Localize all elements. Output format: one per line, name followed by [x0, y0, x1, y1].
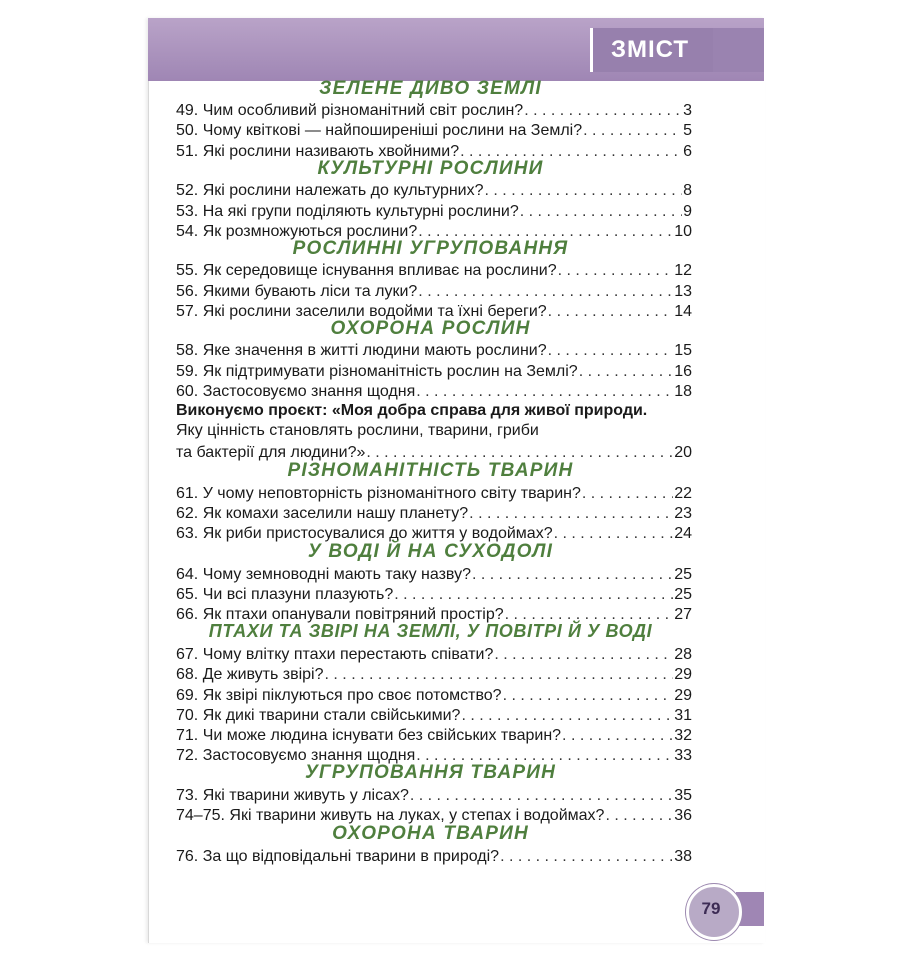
toc-entry[interactable]: 65. Чи всі плазуни плазують? . . . 25 — [176, 582, 692, 604]
toc-entry[interactable]: 62. Як комахи заселили нашу планету? . . . 23 — [176, 501, 692, 523]
page-number: 79 — [701, 899, 721, 918]
section-title: ПТАХИ ТА ЗВІРІ НА ЗЕМЛІ, У ПОВІТРІ Й У ВОДІ — [208, 621, 653, 641]
section-title: РОСЛИННІ УГРУПОВАННЯ — [292, 238, 569, 259]
toc-entry[interactable]: 66. Як птахи опанували повітряний простір? . . . 27 — [176, 602, 692, 624]
toc-entry[interactable]: 70. Як дикі тварини стали свійськими? . . . 31 — [176, 703, 692, 725]
toc-entry[interactable]: 71. Чи може людина існувати без свійських тварин? . . . 32 — [176, 723, 692, 745]
toc-entry[interactable]: 58. Яке значення в житті людини мають рослини? . . . 15 — [176, 338, 692, 360]
toc-entry[interactable]: 68. Де живуть звірі? . . . 29 — [176, 662, 692, 684]
toc-entry[interactable]: 53. На які групи поділяють культурні рослини? . . . 9 — [176, 199, 692, 221]
toc-entry[interactable]: 50. Чому квіткові — найпоширеніші рослини на Землі? . . . 5 — [176, 118, 692, 140]
header-tail — [704, 28, 764, 72]
toc-entry[interactable]: 54. Як розмножуються рослини? . . . 10 — [176, 219, 692, 241]
toc-entry[interactable]: 69. Як звірі піклуються про своє потомство? . . . 29 — [176, 683, 692, 705]
section-title: РІЗНОМАНІТНІСТЬ ТВАРИН — [287, 460, 574, 481]
toc-entry[interactable]: 56. Якими бувають ліси та луки? . . . 13 — [176, 279, 692, 301]
project-line-2: Яку цінність становлять рослини, тварини, гриби — [176, 422, 539, 439]
toc-entry[interactable]: 60. Застосовуємо знання щодня . . . 18 — [176, 379, 692, 401]
toc-entry[interactable]: 59. Як підтримувати різноманітність рослин на Землі? . . . 16 — [176, 359, 692, 381]
toc-entry[interactable]: 72. Застосовуємо знання щодня . . . 33 — [176, 743, 692, 765]
toc-entry[interactable]: 76. За що відповідальні тварини в природі? . . . 38 — [176, 844, 692, 866]
toc-entry[interactable]: 63. Як риби пристосувалися до життя у водоймах? . . . 24 — [176, 521, 692, 543]
toc-entry[interactable]: 67. Чому влітку птахи перестають співати? . . . 28 — [176, 642, 692, 664]
toc-entry[interactable]: 49. Чим особливий різноманітний світ рослин? . . . 3 — [176, 98, 692, 120]
section-title: КУЛЬТУРНІ РОСЛИНИ — [317, 158, 544, 179]
toc-entry[interactable]: 74–75. Які тварини живуть на луках, у степах і водоймах? . . . 36 — [176, 803, 692, 825]
page-title: ЗМІСТ — [610, 36, 690, 63]
project-line-1[interactable]: Виконуємо проєкт: «Моя добра справа для живої природи. — [176, 402, 648, 419]
toc-entry[interactable]: 57. Які рослини заселили водойми та їхні береги? . . . 14 — [176, 299, 692, 321]
toc-entry[interactable]: 51. Які рослини називають хвойними? . . . 6 — [176, 139, 692, 161]
toc-entry[interactable]: 64. Чому земноводні мають таку назву? . . . 25 — [176, 562, 692, 584]
toc-entry[interactable]: 55. Як середовище існування впливає на рослини? . . . 12 — [176, 258, 692, 280]
toc-entry[interactable]: 73. Які тварини живуть у лісах? . . . 35 — [176, 783, 692, 805]
project-entry[interactable]: та бактерії для людини?» . . . 20 — [176, 440, 692, 462]
toc-entry[interactable]: 52. Які рослини належать до культурних? . . . 8 — [176, 178, 692, 200]
section-title: УГРУПОВАННЯ ТВАРИН — [304, 762, 557, 783]
toc-entry[interactable]: 61. У чому неповторність різноманітного світу тварин? . . . 22 — [176, 481, 692, 503]
section-title: ЗЕЛЕНЕ ДИВО ЗЕМЛІ — [319, 78, 542, 99]
section-title: ОХОРОНА РОСЛИН — [330, 318, 531, 339]
section-title: У ВОДІ Й НА СУХОДОЛІ — [307, 541, 554, 562]
section-title: ОХОРОНА ТВАРИН — [332, 823, 529, 844]
